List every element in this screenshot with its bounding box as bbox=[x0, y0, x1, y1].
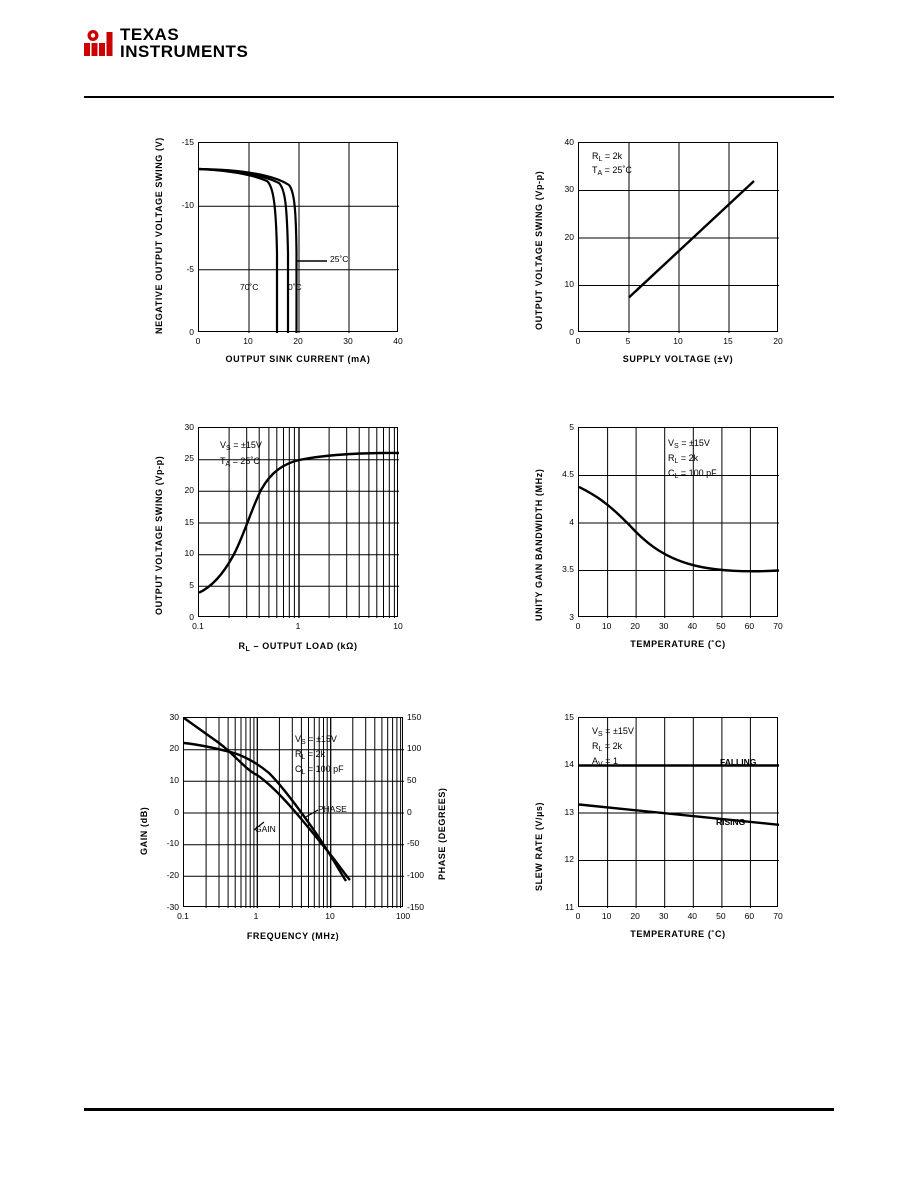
xtick: 60 bbox=[744, 911, 755, 921]
xtick: 20 bbox=[293, 336, 303, 346]
curve-swing bbox=[629, 181, 754, 297]
xtick: 10 bbox=[325, 911, 335, 921]
ytick-phase: 50 bbox=[407, 775, 417, 785]
ytick-phase: 150 bbox=[407, 712, 422, 722]
y-axis-title-secondary: PHASE (DEGREES) bbox=[437, 787, 447, 880]
x-axis-title: TEMPERATURE (˚C) bbox=[630, 929, 726, 939]
ti-logo-glyph bbox=[84, 29, 114, 57]
xtick: 1 bbox=[253, 911, 259, 921]
xtick: 1 bbox=[295, 621, 301, 631]
xtick: 30 bbox=[658, 621, 669, 631]
ytick: 10 bbox=[564, 279, 574, 289]
ytick: 30 bbox=[184, 422, 194, 432]
ytick: 0 bbox=[569, 327, 574, 337]
xtick: 10 bbox=[601, 621, 612, 631]
xtick: 0 bbox=[575, 621, 581, 631]
xtick: 15 bbox=[723, 336, 733, 346]
ytick-gain: 30 bbox=[169, 712, 179, 722]
xtick: 100 bbox=[395, 911, 411, 921]
xtick: 10 bbox=[601, 911, 612, 921]
ytick: 5 bbox=[569, 422, 574, 432]
note-rl: $R_L = 2k$ bbox=[668, 453, 699, 465]
y-axis-title: OUTPUT VOLTAGE SWING (Vp-p) bbox=[154, 455, 164, 615]
ytick: -5 bbox=[186, 264, 194, 274]
ytick: 0 bbox=[189, 612, 194, 622]
ytick: 11 bbox=[565, 902, 574, 912]
ti-logo bbox=[84, 26, 248, 60]
xtick: 20 bbox=[773, 336, 783, 346]
xtick: 60 bbox=[744, 621, 755, 631]
annotation-gain: GAIN bbox=[255, 824, 276, 834]
ytick: 5 bbox=[189, 580, 194, 590]
curve-0c bbox=[199, 169, 288, 333]
xtick: 10 bbox=[243, 336, 253, 346]
x-axis-title: SUPPLY VOLTAGE (±V) bbox=[622, 354, 734, 364]
xtick: 70 bbox=[773, 621, 783, 631]
xtick: 40 bbox=[687, 911, 698, 921]
x-axis-title: $R_L$ – OUTPUT LOAD (kΩ) bbox=[238, 641, 358, 653]
ytick: 0 bbox=[189, 327, 194, 337]
y-axis-title: UNITY GAIN BANDWIDTH (MHz) bbox=[534, 468, 544, 621]
ytick-gain: -20 bbox=[166, 870, 179, 880]
xtick: 50 bbox=[716, 621, 726, 631]
note-vs: $V_S = \pm 15V$ bbox=[295, 734, 337, 746]
note-vs: $V_S = \pm 15V$ bbox=[220, 440, 262, 452]
ytick: 20 bbox=[184, 485, 194, 495]
note-cl: $C_L = 100$ pF bbox=[668, 468, 717, 480]
xtick: 20 bbox=[630, 911, 640, 921]
curve-bandwidth bbox=[579, 487, 779, 571]
xtick: 20 bbox=[630, 621, 640, 631]
ytick: 4 bbox=[569, 517, 574, 527]
ytick-phase: -100 bbox=[407, 870, 425, 880]
note-av: $A_V = 1$ bbox=[592, 756, 618, 768]
ytick-phase: 100 bbox=[407, 743, 422, 753]
curve-25c bbox=[199, 169, 297, 333]
xtick: 40 bbox=[393, 336, 403, 346]
annotation-rising: RISING bbox=[716, 817, 746, 827]
ytick-phase: -50 bbox=[407, 838, 420, 848]
ytick: 3.5 bbox=[562, 564, 574, 574]
chart-unity-gain-bandwidth-vs-temperature bbox=[520, 415, 810, 665]
annotation-0c: 0˚C bbox=[288, 282, 302, 292]
brand-line-2: INSTRUMENTS bbox=[120, 42, 249, 61]
chart-gain-phase-vs-frequency bbox=[125, 705, 447, 955]
ytick: 10 bbox=[184, 548, 194, 558]
y-axis-title: SLEW RATE (V/µs) bbox=[534, 801, 544, 891]
x-axis-title: TEMPERATURE (˚C) bbox=[630, 639, 726, 649]
note-vs: $V_S = \pm 15V$ bbox=[668, 438, 710, 450]
ytick-gain: -10 bbox=[166, 838, 179, 848]
ytick-gain: -30 bbox=[166, 902, 179, 912]
note-rl: $R_L = 2k$ bbox=[295, 749, 326, 761]
xtick: 30 bbox=[658, 911, 669, 921]
ytick: 13 bbox=[564, 807, 574, 817]
note-cl: $C_L = 100$ pF bbox=[295, 764, 344, 776]
y-axis-title: OUTPUT VOLTAGE SWING (Vp-p) bbox=[534, 170, 544, 330]
ti-logo-mark bbox=[84, 29, 114, 57]
xtick: 0 bbox=[575, 336, 581, 346]
brand-line-1: TEXAS bbox=[120, 25, 180, 44]
footer-rule bbox=[84, 1108, 834, 1111]
ytick-phase: 0 bbox=[407, 807, 412, 817]
note-rl: $R_L = 2k$ bbox=[592, 151, 623, 163]
x-axis-title: OUTPUT SINK CURRENT (mA) bbox=[225, 354, 371, 364]
annotation-falling: FALLING bbox=[720, 757, 757, 767]
ytick: 25 bbox=[184, 453, 194, 463]
note-ta: $T_A$ = 25˚C bbox=[220, 456, 260, 468]
xtick: 0.1 bbox=[177, 911, 189, 921]
xtick: 0.1 bbox=[192, 621, 204, 631]
ytick: -10 bbox=[181, 200, 194, 210]
y-axis-title: NEGATIVE OUTPUT VOLTAGE SWING (V) bbox=[154, 137, 164, 334]
ytick-gain: 10 bbox=[169, 775, 179, 785]
ytick: -15 bbox=[181, 137, 194, 147]
xtick: 70 bbox=[773, 911, 783, 921]
annotation-phase: PHASE bbox=[318, 804, 347, 814]
xtick: 50 bbox=[716, 911, 726, 921]
ytick-gain: 20 bbox=[169, 743, 179, 753]
ytick: 30 bbox=[564, 184, 574, 194]
ytick: 14 bbox=[564, 759, 574, 769]
xtick: 30 bbox=[343, 336, 353, 346]
note-ta: $T_A$ = 25˚C bbox=[592, 165, 632, 177]
xtick: 10 bbox=[673, 336, 683, 346]
note-vs: $V_S = \pm 15V$ bbox=[592, 726, 634, 738]
xtick: 0 bbox=[575, 911, 581, 921]
y-axis-title: GAIN (dB) bbox=[139, 806, 149, 855]
chart-slew-rate-vs-temperature bbox=[520, 705, 810, 955]
ti-logo-text bbox=[120, 26, 248, 60]
xtick: 5 bbox=[625, 336, 631, 346]
ytick: 20 bbox=[564, 232, 574, 242]
ytick: 3 bbox=[569, 612, 574, 622]
note-rl: $R_L = 2k$ bbox=[592, 741, 623, 753]
chart-output-voltage-swing-vs-supply bbox=[520, 130, 810, 380]
ytick: 12 bbox=[564, 854, 574, 864]
plot-area bbox=[183, 717, 403, 907]
chart-output-voltage-swing-vs-load bbox=[140, 415, 430, 665]
curve-70c bbox=[199, 169, 277, 333]
annotation-70c: 70˚C bbox=[240, 282, 259, 292]
xtick: 0 bbox=[195, 336, 201, 346]
x-axis-title: FREQUENCY (MHz) bbox=[246, 931, 340, 941]
header-rule bbox=[84, 96, 834, 98]
plot-area bbox=[198, 142, 398, 332]
ytick: 15 bbox=[564, 712, 574, 722]
xtick: 10 bbox=[393, 621, 403, 631]
ytick-phase: -150 bbox=[407, 902, 425, 912]
ytick: 4.5 bbox=[562, 469, 574, 479]
chart-negative-output-voltage-swing bbox=[140, 130, 430, 380]
xtick: 40 bbox=[687, 621, 698, 631]
ytick-gain: 0 bbox=[174, 807, 179, 817]
ytick: 40 bbox=[564, 137, 574, 147]
curve-rising bbox=[579, 805, 779, 825]
ytick: 15 bbox=[184, 517, 194, 527]
annotation-25c: 25˚C bbox=[330, 254, 349, 264]
